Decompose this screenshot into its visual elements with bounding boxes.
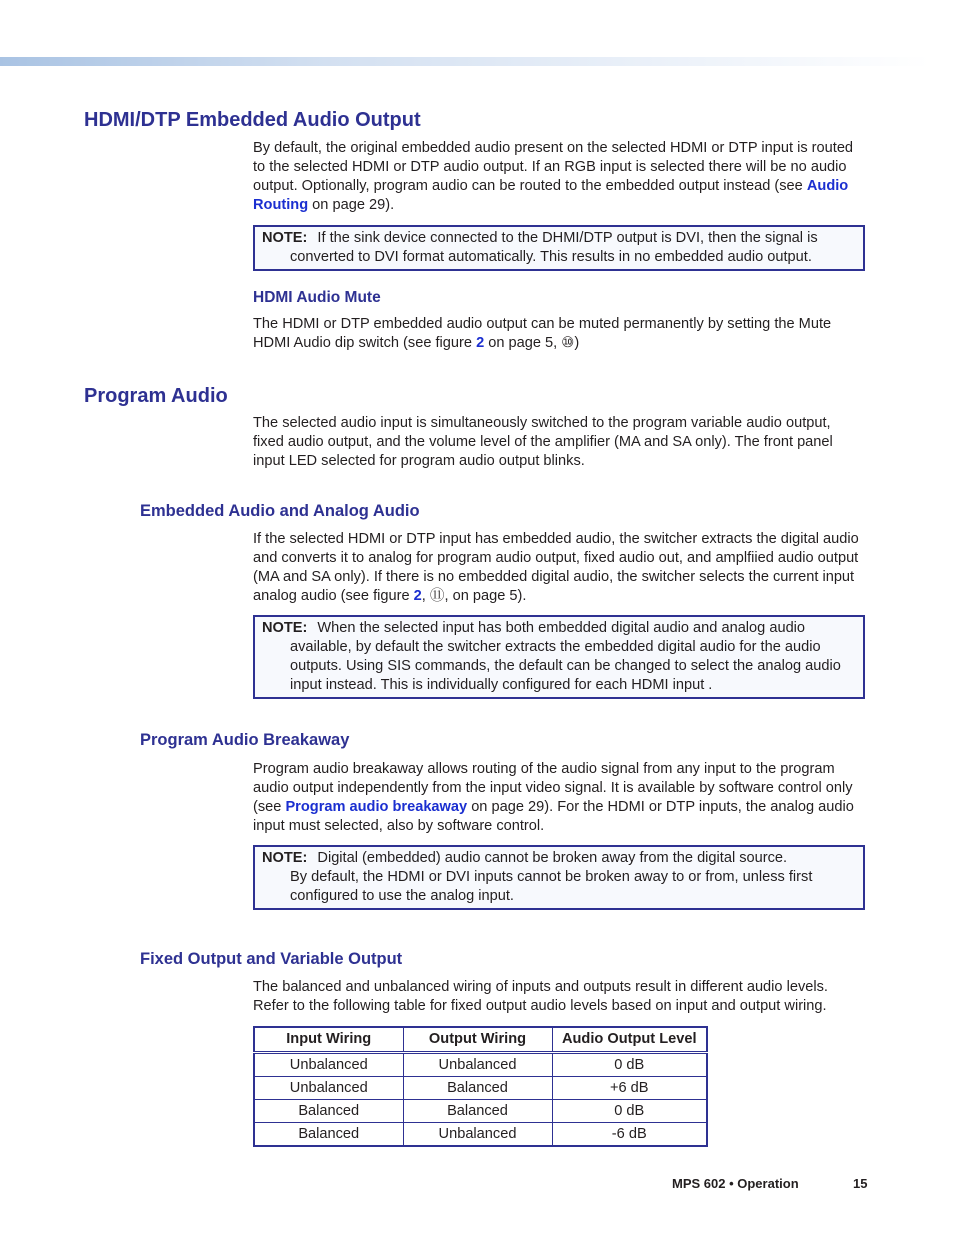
- note-box-breakaway: [253, 845, 865, 910]
- table-cell-audio-level: +6 dB: [552, 1077, 707, 1100]
- subsection-title-embedded-and-analog-audio: Embedded Audio and Analog Audio: [140, 502, 420, 520]
- table-cell-input-wiring: Unbalanced: [254, 1053, 403, 1077]
- table-cell-audio-level: 0 dB: [552, 1053, 707, 1077]
- footer-document-title: MPS 602 • Operation: [672, 1176, 799, 1191]
- footer-page-number: 15: [853, 1176, 868, 1191]
- table-row: [254, 1100, 707, 1123]
- subsection-title-hdmi-audio-mute: HDMI Audio Mute: [253, 289, 381, 306]
- paragraph-hdmi-default-routing: By default, the original embedded audio present on the selected HDMI or DTP input is routed to the selected HDMI or DTP audio output. If an RGB input is selected there will be no audio output. Optionally, program audio can be routed to the embedded output instead (see Audio Routing on page 29).: [253, 140, 854, 213]
- table-cell-audio-level: -6 dB: [552, 1123, 707, 1147]
- note-text-line-1: Digital (embedded) audio cannot be broken away from the digital source.: [317, 850, 788, 866]
- note-text: When the selected input has both embedded digital audio and analog audio available, by default the switcher extracts the embedded digital audio for the audio outputs. Using SIS commands, the default can be changed to select the analog audio input instead. This is individually configured for each HDMI input .: [290, 620, 841, 693]
- paragraph-program-audio: The selected audio input is simultaneously switched to the program variable audio output, fixed audio output, and the volume level of the amplifier (MA and SA only). The front panel input LED selected for program audio output blinks.: [253, 415, 833, 469]
- note-text: If the sink device connected to the DHMI/DTP output is DVI, then the signal is converted to DVI format automatically. This results in no embedded audio output.: [290, 230, 818, 265]
- paragraph-hdmi-audio-mute: The HDMI or DTP embedded audio output can be muted permanently by setting the Mute HDMI Audio dip switch (see figure 2 on page 5, ⑩): [253, 316, 832, 351]
- column-header-input-wiring: Input Wiring: [254, 1027, 403, 1053]
- subsection-title-fixed-and-variable-output: Fixed Output and Variable Output: [140, 950, 403, 968]
- table-header-row: [254, 1027, 707, 1053]
- table-row: [254, 1077, 707, 1100]
- table-cell-output-wiring: Unbalanced: [403, 1053, 552, 1077]
- note-label: NOTE:: [262, 620, 308, 636]
- subsection-title-program-audio-breakaway: Program Audio Breakaway: [140, 731, 350, 749]
- column-header-audio-output-level: Audio Output Level: [552, 1027, 707, 1053]
- paragraph-fixed-output: The balanced and unbalanced wiring of inputs and outputs result in different audio levels. Refer to the following table for fixed output audio levels based on input and output wiring.: [253, 979, 828, 1014]
- link-figure-2[interactable]: 2: [476, 335, 485, 351]
- table-cell-output-wiring: Unbalanced: [403, 1123, 552, 1147]
- table-cell-input-wiring: Unbalanced: [254, 1077, 403, 1100]
- table-cell-output-wiring: Balanced: [403, 1077, 552, 1100]
- table-cell-input-wiring: Balanced: [254, 1100, 403, 1123]
- link-figure-2[interactable]: 2: [413, 588, 422, 604]
- table-row: [254, 1053, 707, 1077]
- note-box-dvi-sink: [253, 225, 865, 271]
- table-cell-input-wiring: Balanced: [254, 1123, 403, 1147]
- table-row: [254, 1123, 707, 1147]
- link-program-audio-breakaway[interactable]: Program audio breakaway: [285, 799, 468, 815]
- column-header-output-wiring: Output Wiring: [403, 1027, 552, 1053]
- section-title-program-audio: Program Audio: [84, 385, 228, 407]
- table-cell-output-wiring: Balanced: [403, 1100, 552, 1123]
- table-cell-audio-level: 0 dB: [552, 1100, 707, 1123]
- note-label: NOTE:: [262, 230, 308, 246]
- link-audio-routing[interactable]: Audio Routing: [253, 178, 849, 213]
- note-text-line-2: By default, the HDMI or DVI inputs cannot be broken away to or from, unless first configured to use the analog input.: [290, 869, 813, 904]
- audio-output-level-table: [253, 1026, 708, 1147]
- note-label: NOTE:: [262, 850, 308, 866]
- header-gradient-bar: [0, 57, 930, 66]
- note-box-embedded-digital-audio: [253, 615, 865, 699]
- section-title-hdmi-dtp-embedded-audio-output: HDMI/DTP Embedded Audio Output: [84, 109, 421, 131]
- paragraph-embedded-audio: If the selected HDMI or DTP input has embedded audio, the switcher extracts the digital audio and converts it to analog for program audio output, fixed audio out, and amplfiied audio output (MA and SA only). If there is no embedded digital audio, the switcher selects the current input analog audio (see figure 2, ⑪, on page 5).: [253, 531, 859, 604]
- paragraph-program-audio-breakaway: Program audio breakaway allows routing of the audio signal from any input to the program audio output independently from the input video signal. It is available by software control only (see Program audio breakaway on page 29). For the HDMI or DTP inputs, the analog audio input must selected, also by software control.: [253, 761, 854, 834]
